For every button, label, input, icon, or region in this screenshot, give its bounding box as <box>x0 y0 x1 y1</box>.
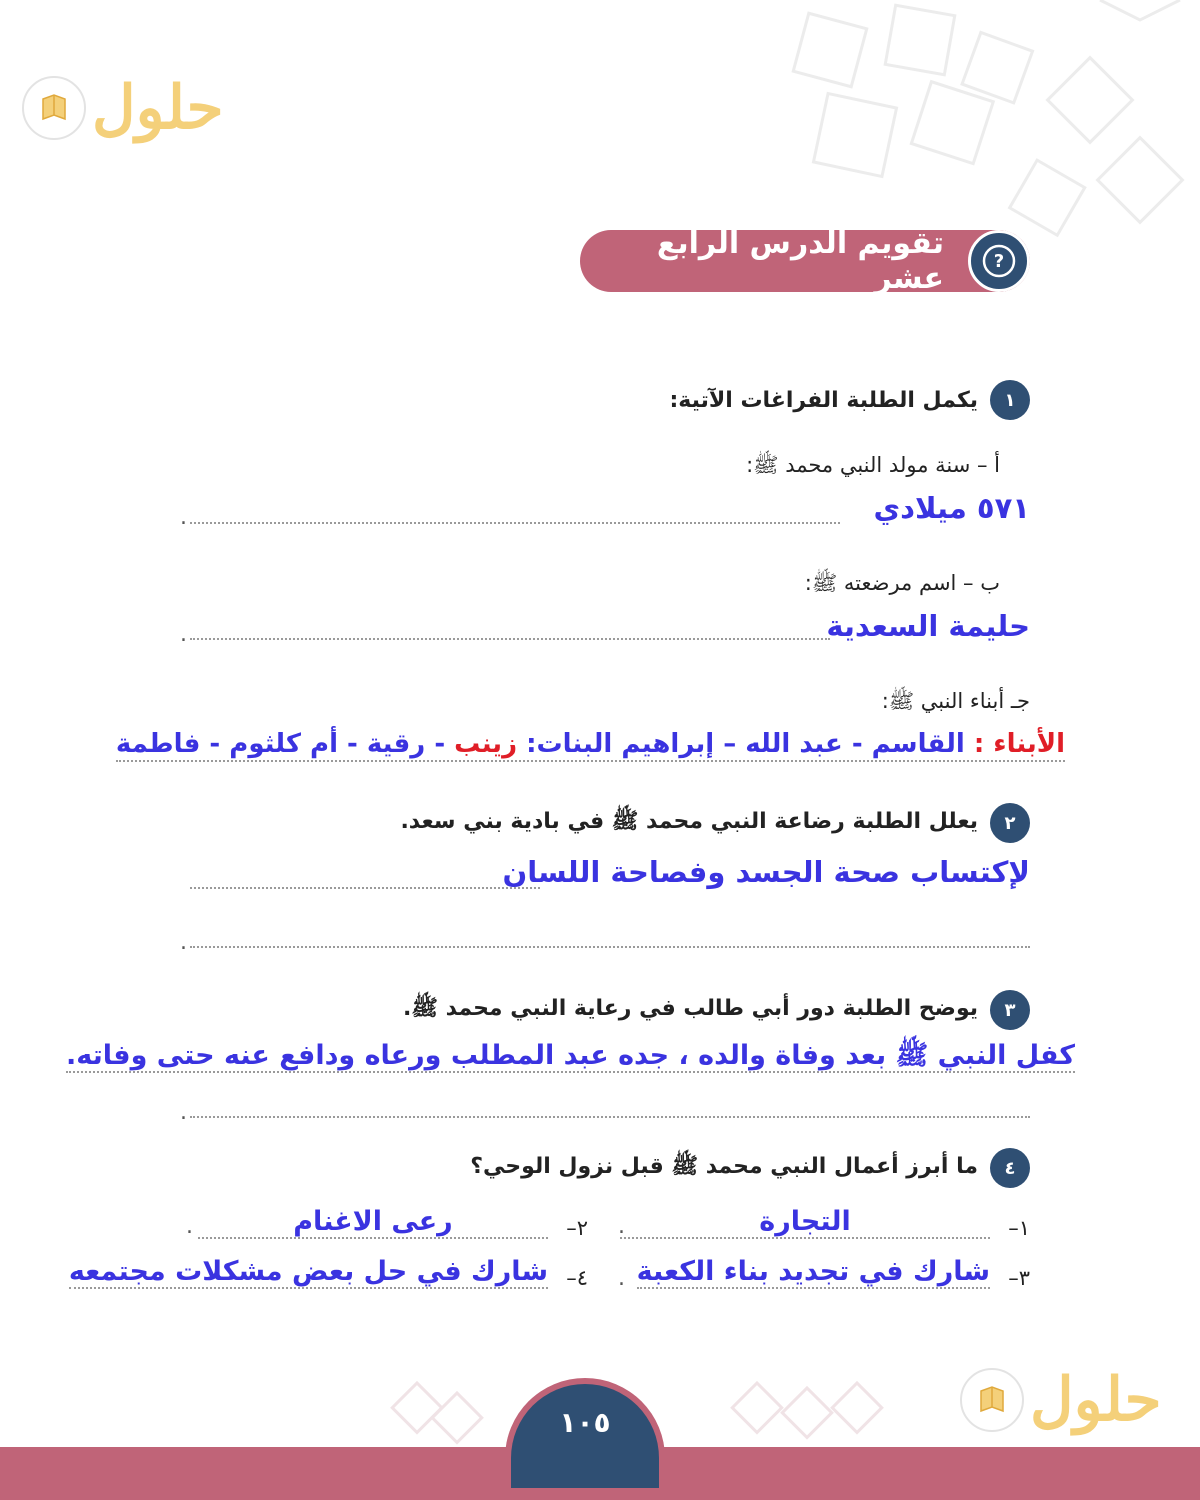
item-label: ب – اسم مرضعته ﷺ: <box>804 571 1000 595</box>
brand-logo-bottom <box>960 1365 1162 1435</box>
question-number: ٣ <box>990 990 1030 1030</box>
item-label: ٣– <box>1008 1266 1030 1290</box>
logo-text: حلول <box>92 73 224 143</box>
answer-text: ٥٧١ ميلادي <box>873 491 1030 525</box>
answer-sons: القاسم - عبد الله – إبراهيم <box>621 729 965 759</box>
question-1 <box>669 380 1030 420</box>
question-text: يوضح الطلبة دور أبي طالب في رعاية النبي محمد ﷺ. <box>403 996 978 1021</box>
answer-text: التجارة <box>620 1206 990 1239</box>
answer-prefix: الأبناء : <box>973 729 1065 759</box>
item-label: جـ أبناء النبي ﷺ: <box>881 689 1030 713</box>
dotted-line <box>190 887 540 889</box>
answer-daughters-label: البنات: <box>526 729 613 759</box>
question-head-icon <box>968 230 1030 292</box>
answer-text: كفل النبي ﷺ بعد وفاة والده ، جده عبد المطلب ورعاه ودافع عنه حتى وفاته. <box>66 1040 1075 1073</box>
answer-daughters: - رقية - أم كلثوم - فاطمة <box>115 729 446 759</box>
dotted-line <box>190 1116 1030 1118</box>
logo-text: حلول <box>1030 1365 1162 1435</box>
question-2 <box>400 803 1030 843</box>
answer-text: رعى الاغنام <box>198 1206 548 1239</box>
dotted-line <box>190 638 830 640</box>
item-label: ٤– <box>566 1266 588 1290</box>
question-number: ٤ <box>990 1148 1030 1188</box>
question-number: ٢ <box>990 803 1030 843</box>
question-text: ما أبرز أعمال النبي محمد ﷺ قبل نزول الوحي؟ <box>470 1154 978 1179</box>
dotted-line <box>190 522 840 524</box>
page-number: ١٠٥ <box>559 1406 611 1439</box>
dotted-line <box>190 946 1030 948</box>
question-text: يعلل الطلبة رضاعة النبي محمد ﷺ في بادية بني سعد. <box>400 809 978 834</box>
book-icon <box>960 1368 1024 1432</box>
question-3 <box>403 990 1030 1030</box>
item-label: ٢– <box>566 1216 588 1240</box>
answer-text: شارك في تجديد بناء الكعبة <box>637 1256 990 1289</box>
answer-text: لإكتساب صحة الجسد وفصاحة اللسان <box>502 855 1030 889</box>
children-answer <box>116 730 1065 762</box>
answer-text: حليمة السعدية <box>826 609 1030 643</box>
question-text: يكمل الطلبة الفراغات الآتية: <box>669 387 978 413</box>
answer-red-name: زينب <box>454 729 518 759</box>
answer-text: شارك في حل بعض مشكلات مجتمعه <box>69 1256 548 1289</box>
question-4 <box>470 1148 1030 1188</box>
question-number: ١ <box>990 380 1030 420</box>
item-label: أ – سنة مولد النبي محمد ﷺ: <box>746 453 1000 477</box>
item-label: ١– <box>1008 1216 1030 1240</box>
lesson-title-banner <box>580 226 1030 296</box>
page-title: تقويم الدرس الرابع عشر <box>656 226 944 296</box>
svg-text:?: ? <box>993 251 1005 272</box>
brand-logo <box>22 73 224 143</box>
book-icon <box>22 76 86 140</box>
